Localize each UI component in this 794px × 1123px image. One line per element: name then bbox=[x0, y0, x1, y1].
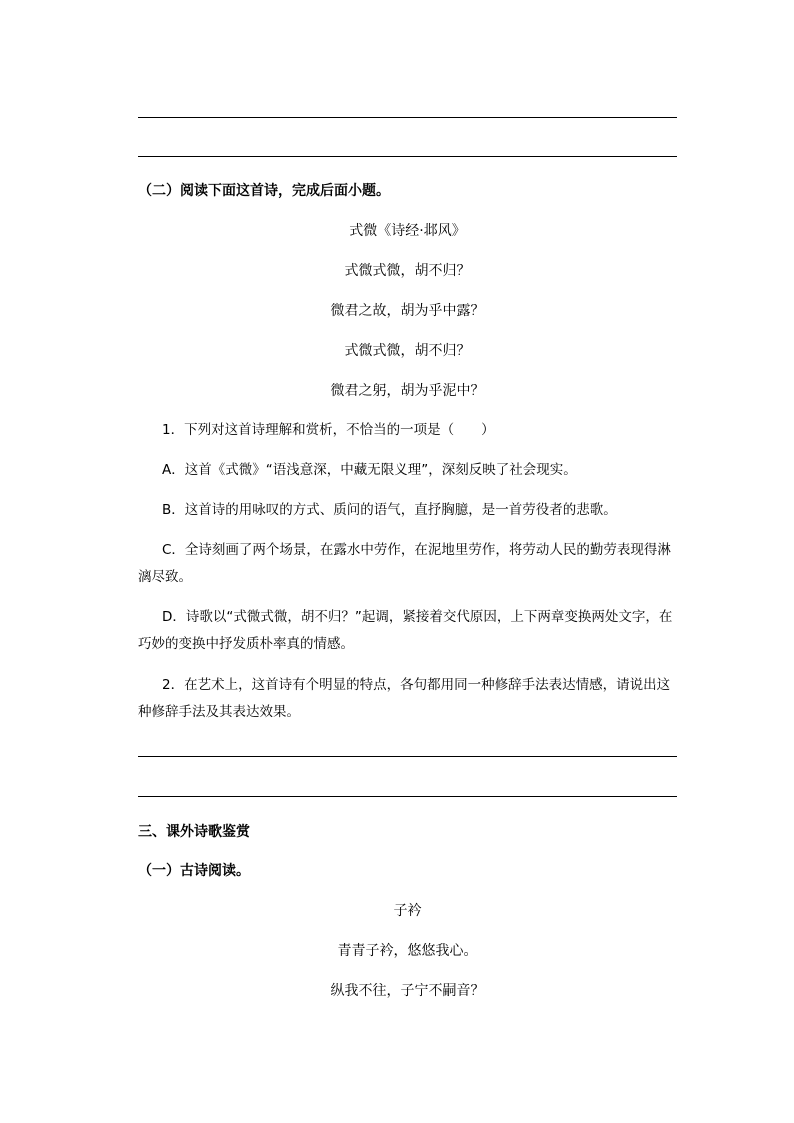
option-c: C．全诗刻画了两个场景，在露水中劳作，在泥地里劳作，将劳动人民的勤劳表现得淋漓尽致。 bbox=[138, 542, 671, 585]
section-heading: 三、课外诗歌鉴赏 bbox=[138, 824, 250, 840]
option-a: A．这首《式微》“语浅意深，中藏无限义理”，深刻反映了社会现实。 bbox=[162, 462, 577, 478]
poem-title: 子衿 bbox=[393, 903, 422, 919]
option-b: B．这首诗的用咏叹的方式、质问的语气，直抒胸臆，是一首劳役者的悲歌。 bbox=[162, 502, 617, 518]
option-d: D．诗歌以“式微式微，胡不归？”起调，紧接着交代原因，上下两章变换两处文字，在巧妙的变换中抒发质朴率真的情感。 bbox=[138, 609, 673, 652]
subsection-heading: （一）古诗阅读。 bbox=[138, 863, 250, 879]
answer-line bbox=[138, 156, 677, 157]
poem-title: 式微《诗经·邶风》 bbox=[349, 223, 466, 239]
question-stem: 1．下列对这首诗理解和赏析，不恰当的一项是（ ） bbox=[162, 422, 495, 438]
poem-line: 青青子衿，悠悠我心。 bbox=[337, 943, 478, 959]
poem-line: 微君之故，胡为乎中露？ bbox=[330, 303, 485, 319]
poem-line: 式微式微，胡不归？ bbox=[344, 263, 471, 279]
answer-line bbox=[138, 756, 677, 757]
answer-line bbox=[138, 117, 677, 118]
section-heading: （二）阅读下面这首诗，完成后面小题。 bbox=[138, 183, 390, 199]
poem-line: 式微式微，胡不归？ bbox=[344, 343, 471, 359]
poem-line: 微君之躬，胡为乎泥中？ bbox=[330, 383, 485, 399]
answer-line bbox=[138, 796, 677, 797]
poem-line: 纵我不往，子宁不嗣音？ bbox=[330, 983, 485, 999]
question-stem: 2．在艺术上，这首诗有个明显的特点，各句都用同一种修辞手法表达情感，请说出这种修辞手法及其表达效果。 bbox=[138, 677, 671, 720]
